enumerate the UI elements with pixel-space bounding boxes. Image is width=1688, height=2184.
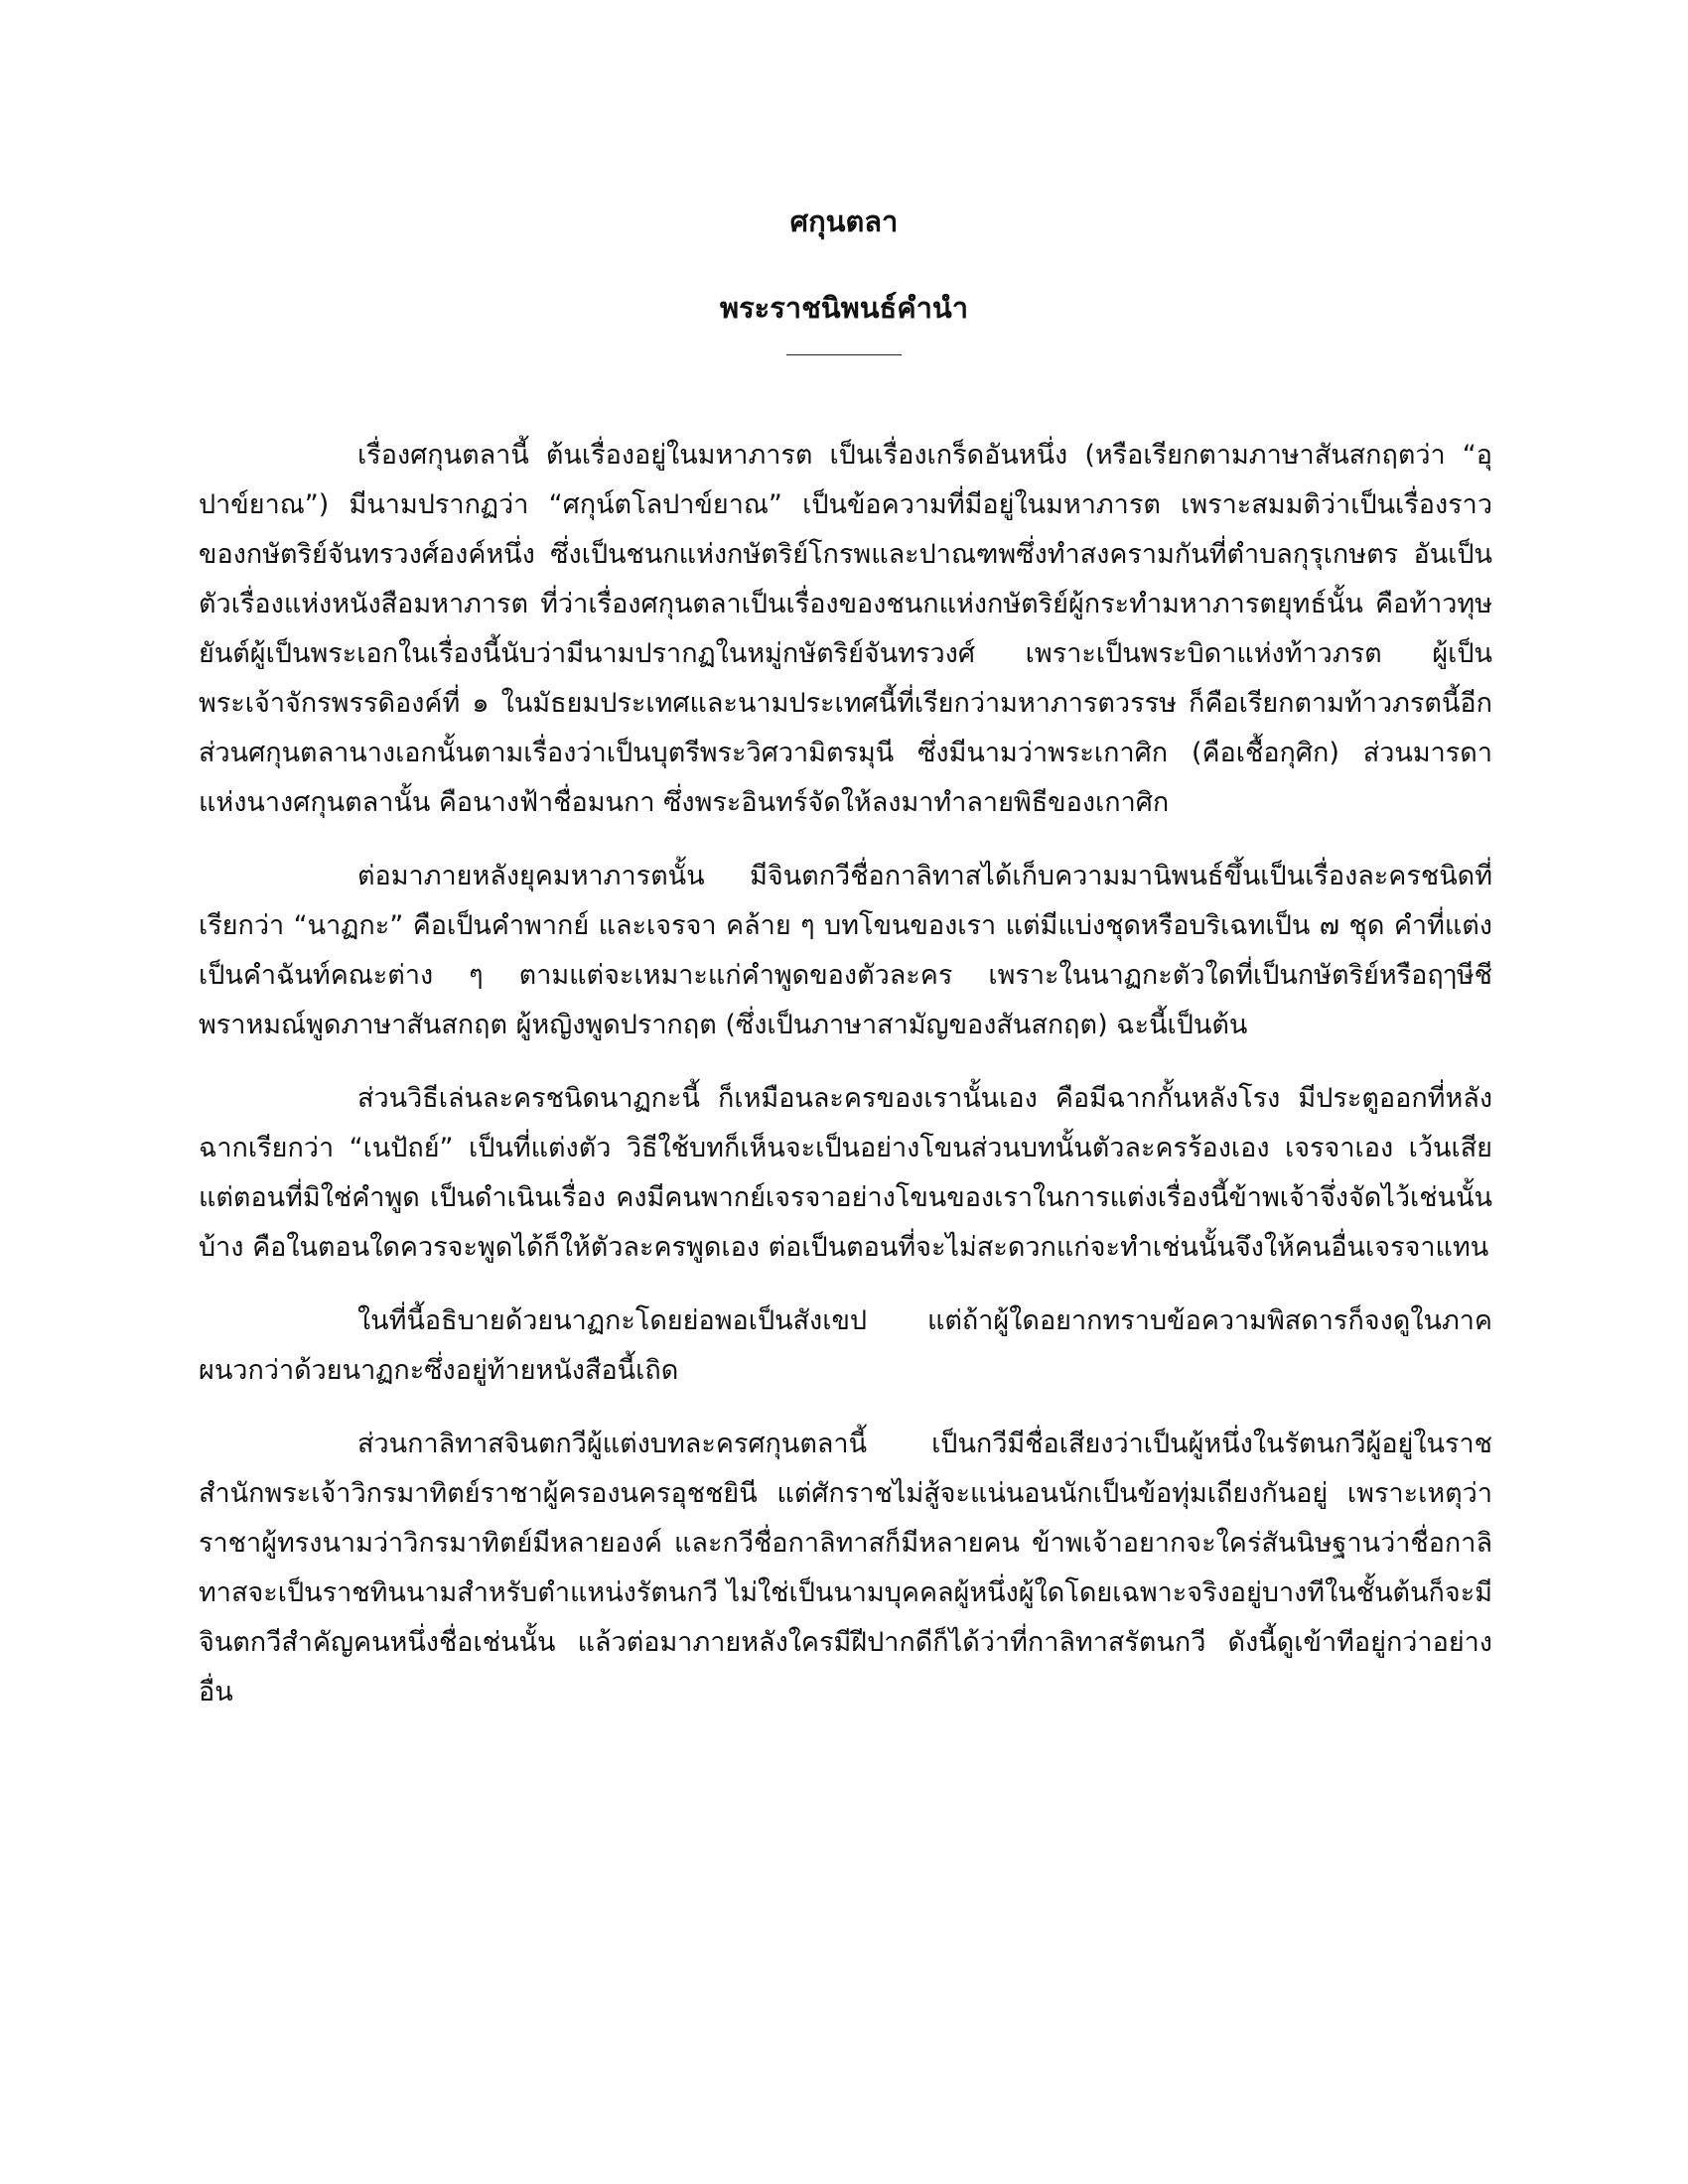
body-paragraph: ในที่นี้อธิบายด้วยนาฏกะโดยย่อพอเป็นสังเขป แต่ถ้าผู้ใดอยากทราบข้อความพิสดารก็จงดูในภาคผนวกว่าด้วยนาฏกะซึ่งอยู่ท้ายหนังสือนี้เถิด — [199, 1305, 1492, 1386]
body-paragraph: ต่อมาภายหลังยุคมหาภารตนั้น มีจินตกวีชื่อกาลิทาสได้เก็บความมานิพนธ์ขึ้นเป็นเรื่องละครชนิดที่เรียกว่า “นาฏกะ” คือเป็นคำพากย์ และเจรจา คล้าย ๆ บทโขนของเรา แต่มีแบ่งชุดหรือบริเฉทเป็น ๗ ชุด คำที่แต่งเป็นคำฉันท์คณะต่าง ๆ ตามแต่จะเหมาะแก่คำพูดของตัวละคร เพราะในนาฏกะตัวใดที่เป็นกษัตริย์หรือฤๅษีชีพราหมณ์พูดภาษาสันสกฤต ผู้หญิงพูดปรากฤต (ซึ่งเป็นภาษาสามัญของสันสกฤต) ฉะนี้เป็นต้น — [199, 861, 1492, 1040]
body-paragraph: ส่วนวิธีเล่นละครชนิดนาฏกะนี้ ก็เหมือนละครของเรานั้นเอง คือมีฉากกั้นหลังโรง มีประตูออกที่หลังฉากเรียกว่า “เนปัถย์” เป็นที่แต่งตัว วิธีใช้บทก็เห็นจะเป็นอย่างโขนส่วนบทนั้นตัวละครร้องเอง เจรจาเอง เว้นเสียแต่ตอนที่มิใช่คำพูด เป็นดำเนินเรื่อง คงมีคนพากย์เจรจาอย่างโขนของเราในการแต่งเรื่องนี้ข้าพเจ้าจึ่งจัดไว้เช่นนั้นบ้าง คือในตอนใดควรจะพูดได้ก็ให้ตัวละครพูดเอง ต่อเป็นตอนที่จะไม่สะดวกแก่จะทำเช่นนั้นจึงให้คนอื่นเจรจาแทน — [199, 1083, 1492, 1263]
document-body — [199, 431, 1492, 1741]
document-subtitle: พระราชนิพนธ์คำนำ — [719, 291, 969, 325]
title-divider — [786, 354, 902, 355]
body-paragraph: ส่วนกาลิทาสจินตกวีผู้แต่งบทละครศกุนตลานี้ เป็นกวีมีชื่อเสียงว่าเป็นผู้หนึ่งในรัตนกวีผู้อยู่ในราชสำนักพระเจ้าวิกรมาทิตย์ราชาผู้ครองนครอุชชยินี แต่ศักราชไม่สู้จะแน่นอนนักเป็นข้อทุ่มเถียงกันอยู่ เพราะเหตุว่าราชาผู้ทรงนามว่าวิกรมาทิตย์มีหลายองค์ และกวีชื่อกาลิทาสก็มีหลายคน ข้าพเจ้าอยากจะใคร่สันนิษฐานว่าชื่อกาลิทาสจะเป็นราชทินนามสำหรับตำแหน่งรัตนกวี ไม่ใช่เป็นนามบุคคลผู้หนึ่งผู้ใดโดยเฉพาะจริงอยู่บางทีในชั้นต้นก็จะมีจินตกวีสำคัญคนหนึ่งชื่อเช่นนั้น แล้วต่อมาภายหลังใครมีฝีปากดีก็ได้ว่าที่กาลิทาสรัตนกวี ดังนี้ดูเข้าทีอยู่กว่าอย่างอื่น — [199, 1429, 1492, 1707]
document-title: ศกุนตลา — [789, 205, 899, 238]
body-paragraph: เรื่องศกุนตลานี้ ต้นเรื่องอยู่ในมหาภารต เป็นเรื่องเกร็ดอันหนึ่ง (หรือเรียกตามภาษาสันสกฤตว่า “อุปาข์ยาณ”) มีนามปรากฏว่า “ศกุน์ตโลปาข์ยาณ” เป็นข้อความที่มีอยู่ในมหาภารต เพราะสมมติว่าเป็นเรื่องราวของกษัตริย์จันทรวงศ์องค์หนึ่ง ซึ่งเป็นชนกแห่งกษัตริย์โกรพและปาณฑพซึ่งทำสงครามกันที่ตำบลกุรุเกษตร อันเป็นตัวเรื่องแห่งหนังสือมหาภารต ที่ว่าเรื่องศกุนตลาเป็นเรื่องของชนกแห่งกษัตริย์ผู้กระทำมหาภารตยุทธ์นั้น คือท้าวทุษยันต์ผู้เป็นพระเอกในเรื่องนี้นับว่ามีนามปรากฏในหมู่กษัตริย์จันทรวงศ์ เพราะเป็นพระบิดาแห่งท้าวภรต ผู้เป็นพระเจ้าจักรพรรดิองค์ที่ ๑ ในมัธยมประเทศและนามประเทศนี้ที่เรียกว่ามหาภารตวรรษ ก็คือเรียกตามท้าวภรตนี้อีก ส่วนศกุนตลานางเอกนั้นตามเรื่องว่าเป็นบุตรีพระวิศวามิตรมุนี ซึ่งมีนามว่าพระเกาศิก (คือเชื้อกุศิก) ส่วนมารดาแห่งนางศกุนตลานั้น คือนางฟ้าชื่อมนกา ซึ่งพระอินทร์จัดให้ลงมาทำลายพิธีของเกาศิก — [199, 440, 1492, 818]
